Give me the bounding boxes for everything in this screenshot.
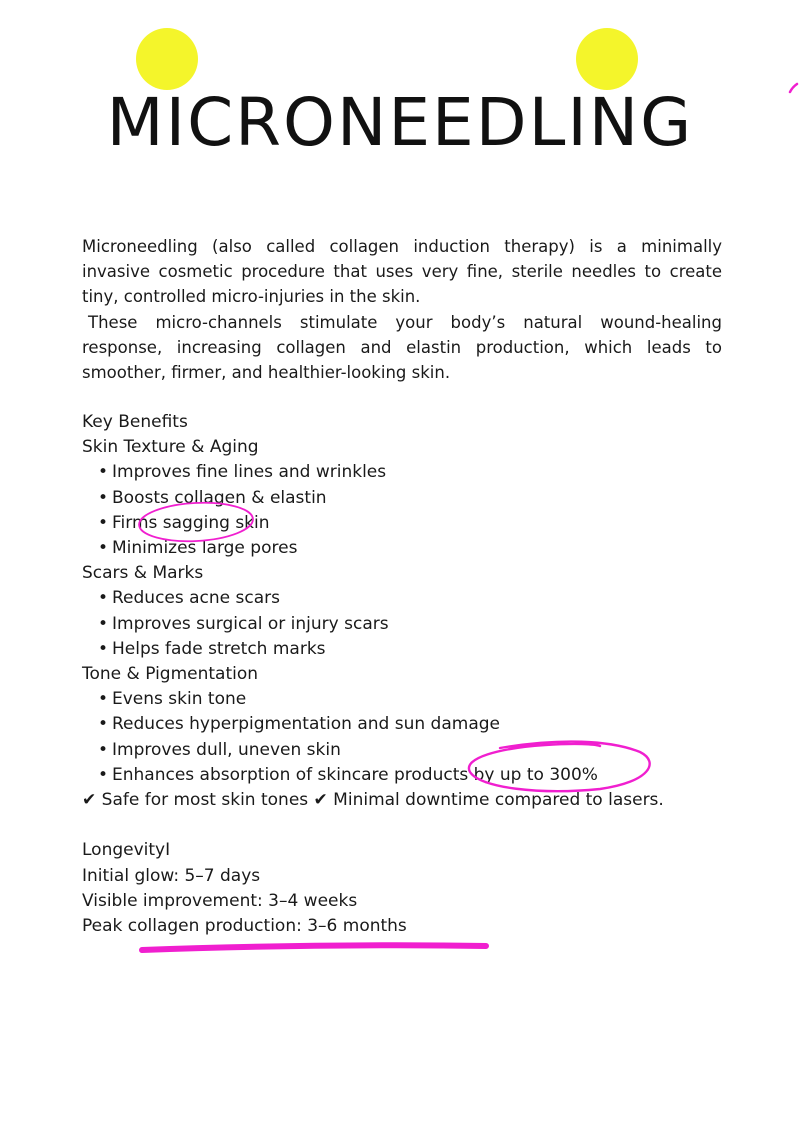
intro-paragraph: Microneedling (also called collagen induction therapy) is a minimally invasive cosmetic procedure that uses very fine, sterile needles to create tiny, controlled micro-injuries in the skin. <box>82 237 722 307</box>
list-item: • Improves surgical or injury scars <box>82 612 762 637</box>
list-item: • Evens skin tone <box>82 687 762 712</box>
longevity-line: Initial glow: 5–7 days <box>82 865 261 886</box>
bullet-list-tone <box>82 687 762 788</box>
longevity-line: Visible improvement: 3–4 weeks <box>82 890 358 911</box>
group-heading-texture: Skin Texture & Aging <box>82 437 259 458</box>
list-item: • Improves dull, uneven skin <box>82 738 762 763</box>
group-heading-scars: Scars & Marks <box>82 563 204 584</box>
page-title: MICRONEEDLING <box>106 84 694 161</box>
list-item: • Boosts collagen & elastin <box>82 486 762 511</box>
bullet-list-texture <box>82 460 762 561</box>
list-item: • Firms sagging skin <box>82 511 762 536</box>
benefits-summary: ✔ Safe for most skin tones ✔ Minimal downtime compared to lasers. <box>82 790 664 811</box>
content-section <box>82 410 762 939</box>
list-item: • Reduces acne scars <box>82 586 762 611</box>
longevity-heading: LongevityI <box>82 840 171 861</box>
list-item: • Enhances absorption of skincare products by up to 300% <box>82 763 762 788</box>
intro-paragraph: These micro-channels stimulate your body’s natural wound-healing response, increasing collagen and elastin production, which leads to smoother, firmer, and healthier-looking skin. <box>82 312 722 383</box>
list-item: • Improves fine lines and wrinkles <box>82 460 762 485</box>
list-item: • Reduces hyperpigmentation and sun damage <box>82 712 762 737</box>
underline-annotation-longevity <box>142 945 486 950</box>
longevity-line: Peak collagen production: 3–6 months <box>82 916 407 937</box>
group-heading-tone: Tone & Pigmentation <box>82 664 259 685</box>
key-benefits-heading: Key Benefits <box>82 412 188 432</box>
intro-section <box>82 234 722 385</box>
bullet-list-scars <box>82 586 762 662</box>
list-item: • Minimizes large pores <box>82 536 762 561</box>
spacer <box>82 813 762 838</box>
list-item: • Helps fade stretch marks <box>82 637 762 662</box>
